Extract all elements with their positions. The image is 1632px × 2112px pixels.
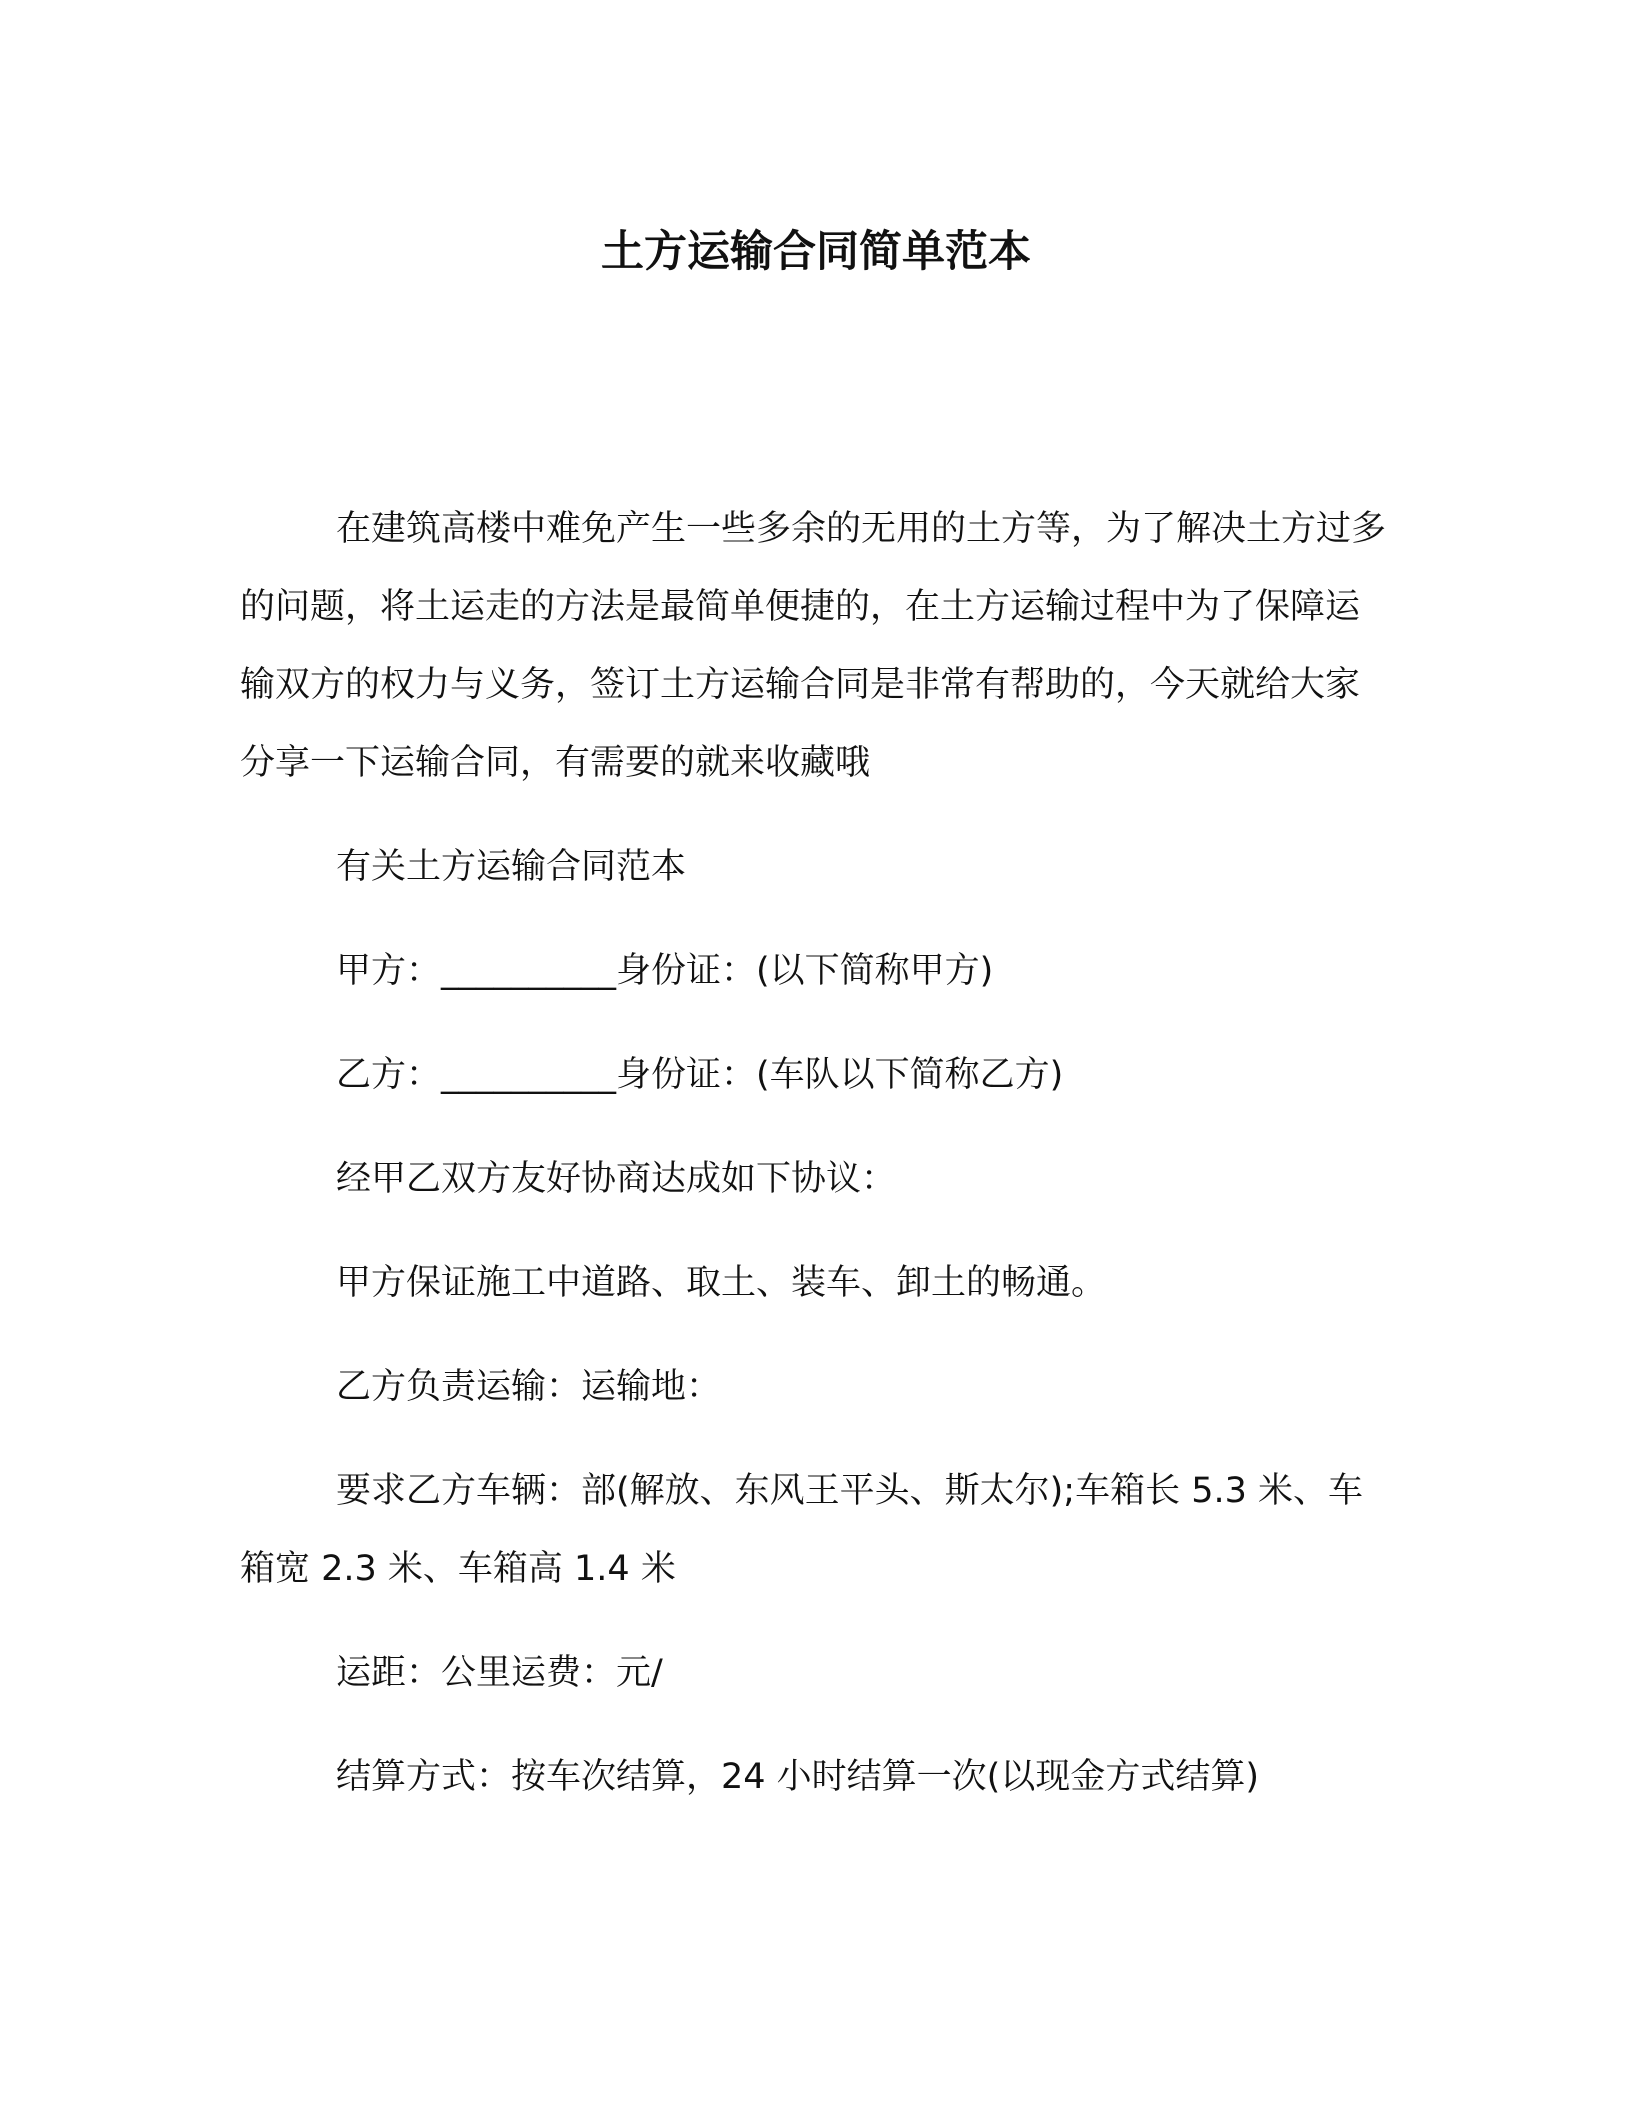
clause-settlement: 结算方式：按车次结算，24 小时结算一次(以现金方式结算) xyxy=(336,1757,1259,1797)
clause-party-a-guarantee: 甲方保证施工中道路、取土、装车、卸土的畅通。 xyxy=(336,1263,1107,1303)
clause-party-b-transport: 乙方负责运输：运输地： xyxy=(336,1367,722,1407)
intro-paragraph: 在建筑高楼中难免产生一些多余的无用的土方等，为了解决土方过多的问题，将土运走的方法是最简单便捷的，在土方运输过程中为了保障运输双方的权力与义务，签订土方运输合同是非常有帮助的，今天就给大家分享一下运输合同，有需要的就来收藏哦 xyxy=(240,509,1387,783)
clause-vehicle-requirements: 要求乙方车辆：部(解放、东风王平头、斯太尔);车箱长 5.3 米、车箱宽 2.3 米、车箱高 1.4 米 xyxy=(240,1471,1364,1589)
party-b-line: 乙方：__________身份证：(车队以下简称乙方) xyxy=(336,1055,1064,1095)
document-body xyxy=(240,490,1390,1842)
clause-distance-fee: 运距：公里运费：元/ xyxy=(336,1653,663,1693)
agreement-intro: 经甲乙双方友好协商达成如下协议： xyxy=(336,1159,897,1199)
section-heading: 有关土方运输合同范本 xyxy=(336,847,687,887)
party-a-line: 甲方：__________身份证：(以下简称甲方) xyxy=(336,951,994,991)
document-title: 土方运输合同简单范本 xyxy=(601,227,1031,277)
